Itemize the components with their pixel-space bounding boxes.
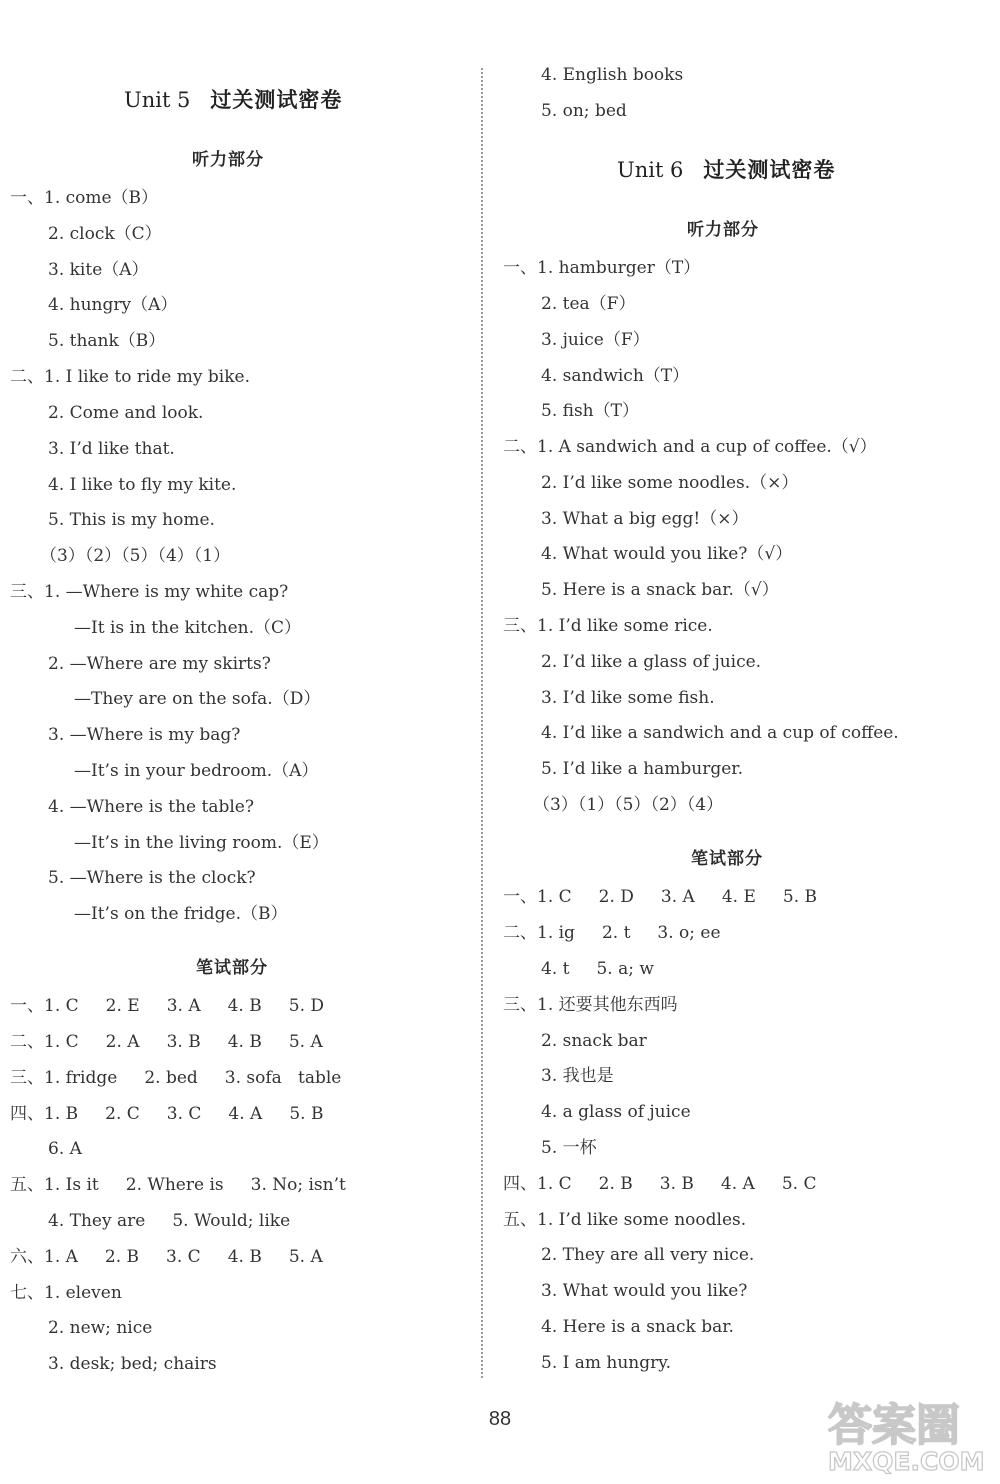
answer-line: 二、1. ig 2. t 3. o; ee <box>503 923 721 943</box>
answer-line: 4. a glass of juice <box>541 1102 691 1122</box>
answer-line: 五、1. Is it 2. Where is 3. No; isn’t <box>10 1175 346 1195</box>
answer-line: 5. I’d like a hamburger. <box>541 759 743 779</box>
answer-line: 二、1. A sandwich and a cup of coffee.（√） <box>503 437 877 457</box>
answer-line: 3. What would you like? <box>541 1281 748 1301</box>
answer-line: 三、1. fridge 2. bed 3. sofa table <box>10 1068 342 1088</box>
unit6-writing-heading: 笔试部分 <box>691 849 763 869</box>
answer-line: 一、1. C 2. D 3. A 4. E 5. B <box>503 887 818 907</box>
answer-line: —It’s in your bedroom.（A） <box>74 761 319 781</box>
unit6-title <box>617 154 835 184</box>
answer-line: 3. kite（A） <box>48 260 149 280</box>
answer-line: 3. desk; bed; chairs <box>48 1354 217 1374</box>
answer-line: —It’s on the fridge.（B） <box>74 904 288 924</box>
answer-line: 四、1. C 2. B 3. B 4. A 5. C <box>503 1174 817 1194</box>
answer-line: 2. They are all very nice. <box>541 1245 755 1265</box>
answer-line: —They are on the sofa.（D） <box>74 689 321 709</box>
answer-line: 2. I’d like a glass of juice. <box>541 652 762 672</box>
answer-line: 4. English books <box>541 65 684 85</box>
answer-line: 五、1. I’d like some noodles. <box>503 1210 747 1230</box>
answer-line: 3. —Where is my bag? <box>48 725 241 745</box>
answer-line: 六、1. A 2. B 3. C 4. B 5. A <box>10 1247 323 1267</box>
unit5-listening-heading: 听力部分 <box>192 150 264 170</box>
answer-line: 一、1. C 2. E 3. A 4. B 5. D <box>10 996 325 1016</box>
unit6-title-cn: 过关测试密卷 <box>703 157 836 182</box>
page-number: 88 <box>488 1408 512 1430</box>
answer-line: 4. sandwich（T） <box>541 366 690 386</box>
answer-line: —It’s in the living room.（E） <box>74 833 329 853</box>
answer-line: 4. They are 5. Would; like <box>48 1211 291 1231</box>
answer-line: 5. This is my home. <box>48 510 215 530</box>
answer-line: 3. I’d like some fish. <box>541 688 715 708</box>
answer-line: 三、1. I’d like some rice. <box>503 616 713 636</box>
unit6-title-unit: Unit 6 <box>617 158 684 182</box>
answer-line: 一、1. hamburger（T） <box>503 258 701 278</box>
unit5-title-cn: 过关测试密卷 <box>210 87 343 112</box>
answer-line: —It is in the kitchen.（C） <box>74 618 302 638</box>
unit6-listening-heading: 听力部分 <box>687 220 759 240</box>
answer-line: 七、1. eleven <box>10 1283 122 1303</box>
answer-line: 3. 我也是 <box>541 1066 614 1086</box>
answer-line: 2. tea（F） <box>541 294 636 314</box>
answer-line: 5. Here is a snack bar.（√） <box>541 580 779 600</box>
answer-line: 一、1. come（B） <box>10 188 159 208</box>
answer-line: （3）（2）（5）（4）（1） <box>40 546 231 566</box>
answer-line: 4. Here is a snack bar. <box>541 1317 734 1337</box>
answer-line: 2. snack bar <box>541 1031 647 1051</box>
answer-line: 2. Come and look. <box>48 403 204 423</box>
watermark-logo <box>822 1390 992 1476</box>
answer-line: 2. new; nice <box>48 1318 153 1338</box>
answer-line: （3）（1）（5）（2）（4） <box>533 795 724 815</box>
answer-line: 三、1. —Where is my white cap? <box>10 582 289 602</box>
answer-line: 6. A <box>48 1139 82 1159</box>
answer-line: 2. I’d like some noodles.（×） <box>541 473 799 493</box>
answer-line: 三、1. 还要其他东西吗 <box>503 995 678 1015</box>
answer-line: 5. —Where is the clock? <box>48 868 256 888</box>
answer-line: 二、1. C 2. A 3. B 4. B 5. A <box>10 1032 323 1052</box>
unit5-writing-heading: 笔试部分 <box>196 958 268 978</box>
answer-line: 3. I’d like that. <box>48 439 175 459</box>
answer-line: 5. 一杯 <box>541 1138 597 1158</box>
answer-line: 5. thank（B） <box>48 331 166 351</box>
unit5-title-unit: Unit 5 <box>124 88 191 112</box>
column-divider <box>481 68 483 1378</box>
answer-line: 5. on; bed <box>541 101 627 121</box>
answer-line: 2. clock（C） <box>48 224 162 244</box>
answer-line: 5. I am hungry. <box>541 1353 672 1373</box>
answer-line: 2. —Where are my skirts? <box>48 654 271 674</box>
answer-line: 二、1. I like to ride my bike. <box>10 367 250 387</box>
watermark-logo-graphic <box>822 1390 992 1476</box>
answer-line: 3. juice（F） <box>541 330 650 350</box>
answer-line: 四、1. B 2. C 3. C 4. A 5. B <box>10 1104 324 1124</box>
watermark-line2: MXQE.COM <box>828 1447 985 1476</box>
watermark-line1: 答案圈 <box>828 1400 960 1451</box>
unit5-title <box>124 84 342 114</box>
answer-line: 4. —Where is the table? <box>48 797 254 817</box>
answer-line: 4. hungry（A） <box>48 295 178 315</box>
answer-line: 4. What would you like?（√） <box>541 544 793 564</box>
answer-line: 3. What a big egg!（×） <box>541 509 749 529</box>
answer-line: 4. I’d like a sandwich and a cup of coffee. <box>541 723 899 743</box>
answer-line: 4. I like to fly my kite. <box>48 475 237 495</box>
answer-line: 4. t 5. a; w <box>541 959 654 979</box>
answer-line: 5. fish（T） <box>541 401 639 421</box>
